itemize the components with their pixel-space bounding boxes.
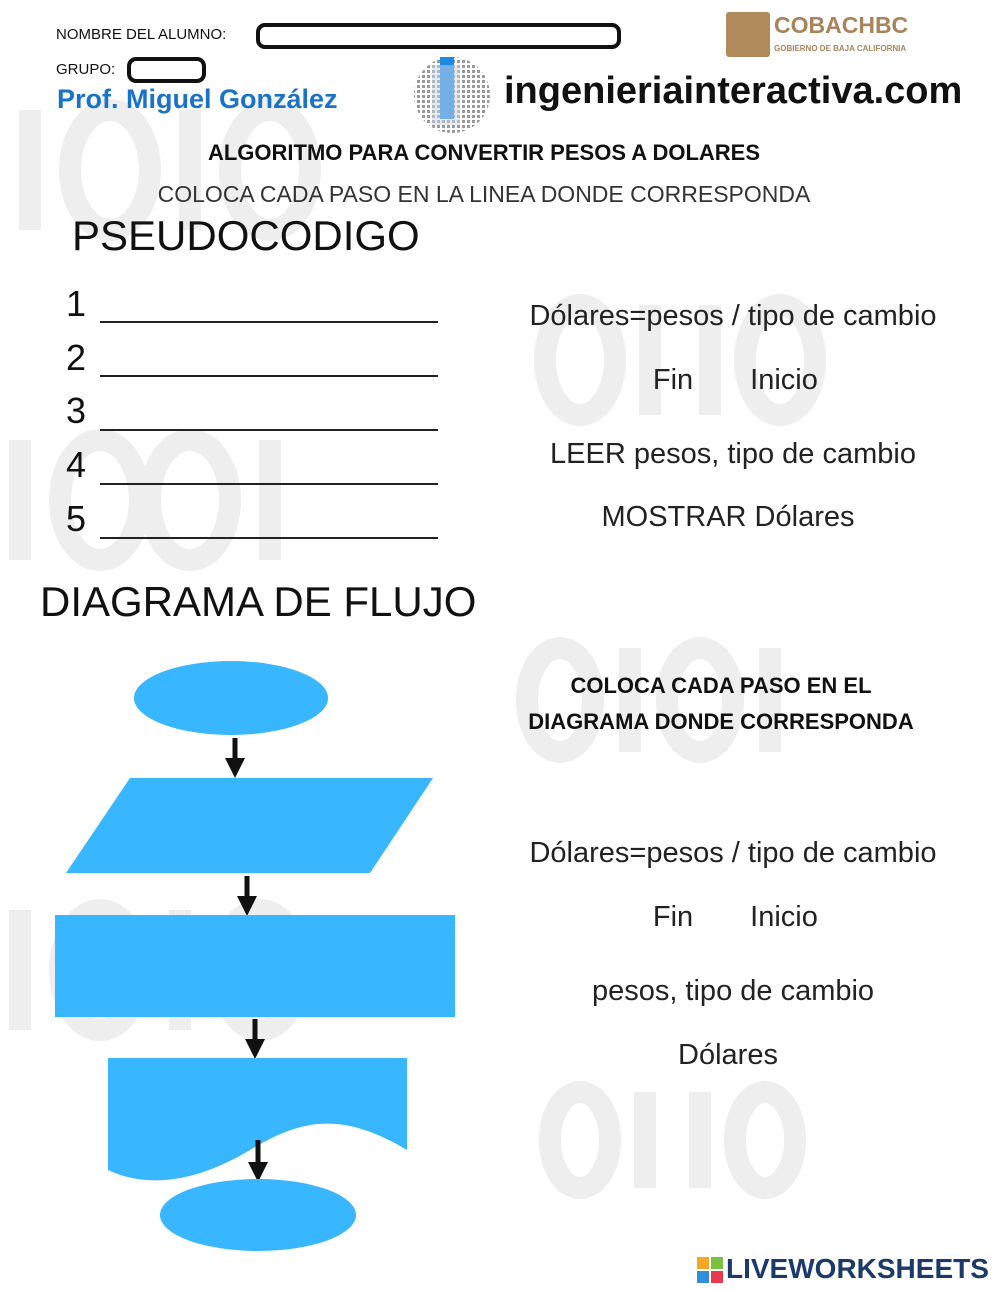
process-rectangle[interactable]	[55, 915, 455, 1017]
step-number: 3	[66, 390, 87, 431]
flow-option-inicio[interactable]: Inicio	[750, 901, 818, 933]
option-mostrar[interactable]: MOSTRAR Dólares	[601, 501, 855, 533]
option-fin[interactable]: Fin	[652, 364, 694, 396]
flow-option-pesos[interactable]: pesos, tipo de cambio	[591, 975, 875, 1007]
drop-line-5[interactable]	[100, 537, 438, 539]
start-terminator[interactable]	[134, 661, 328, 735]
drop-line-1[interactable]	[100, 321, 438, 323]
worksheet-title: ALGORITMO PARA CONVERTIR PESOS A DOLARES	[207, 140, 761, 165]
site-name: ingenieriainteractiva.com	[504, 70, 963, 112]
teacher-name: Prof. Miguel González	[57, 84, 338, 114]
drop-line-2[interactable]	[100, 375, 438, 377]
flowchart-heading: DIAGRAMA DE FLUJO	[40, 578, 477, 625]
site-logo-icon	[412, 55, 500, 135]
school-logo-icon	[726, 12, 770, 57]
end-terminator[interactable]	[160, 1179, 356, 1251]
school-logo-sub: GOBIERNO DE BAJA CALIFORNIA	[774, 44, 907, 53]
step-number: 4	[66, 444, 87, 485]
option-inicio[interactable]: Inicio	[750, 364, 818, 396]
flow-option-dolares-formula[interactable]: Dólares=pesos / tipo de cambio	[529, 837, 937, 869]
name-input[interactable]	[256, 23, 621, 49]
liveworksheets-brand: LIVEWORKSHEETS	[726, 1253, 989, 1284]
flow-option-dolares[interactable]: Dólares	[678, 1039, 778, 1071]
step-number: 5	[66, 498, 87, 539]
flow-instruction-line1: COLOCA CADA PASO EN EL	[570, 673, 872, 698]
drop-line-4[interactable]	[100, 483, 438, 485]
liveworksheets-logo-icon	[697, 1257, 723, 1283]
step-number: 2	[66, 337, 87, 378]
pseudocode-heading: PSEUDOCODIGO	[72, 212, 420, 259]
group-label: GRUPO:	[56, 61, 116, 78]
group-input[interactable]	[127, 57, 206, 83]
flow-instruction-line2: DIAGRAMA DONDE CORRESPONDA	[528, 709, 914, 734]
name-label: NOMBRE DEL ALUMNO:	[56, 26, 227, 43]
option-leer[interactable]: LEER pesos, tipo de cambio	[550, 438, 916, 470]
input-parallelogram[interactable]	[66, 778, 433, 873]
drop-line-3[interactable]	[100, 429, 438, 431]
flowchart	[0, 650, 480, 1260]
school-logo-text: COBACHBC	[774, 12, 909, 38]
step-number: 1	[66, 283, 87, 324]
flow-option-fin[interactable]: Fin	[652, 901, 694, 933]
option-dolares-formula[interactable]: Dólares=pesos / tipo de cambio	[529, 300, 937, 332]
worksheet-subtitle: COLOCA CADA PASO EN LA LINEA DONDE CORRESPONDA	[157, 181, 811, 207]
